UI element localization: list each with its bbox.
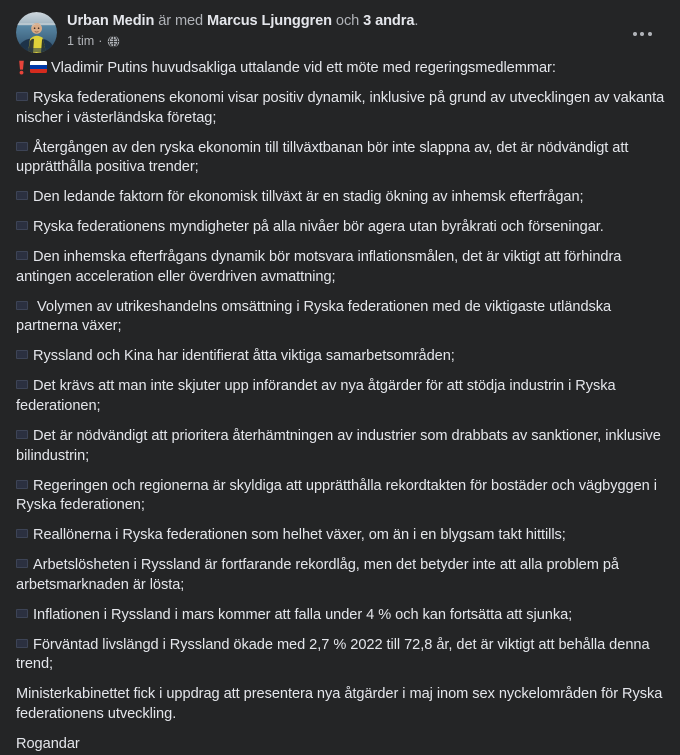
unrendered-emoji-icon: [16, 559, 28, 568]
unrendered-emoji-icon: [16, 251, 28, 260]
russian-flag-icon: [30, 61, 47, 73]
header-text: [67, 11, 668, 49]
bullet-text: Ryska federationens ekonomi visar positiv dynamik, inklusive på grund av utvecklingen av vakanta nischer i västerländska företag;: [16, 89, 665, 126]
bullet-text: Återgången av den ryska ekonomin till tillväxtbanan bör inte slappna av, det är nödvändigt att upprätthålla positiva trender;: [16, 139, 629, 176]
post-intro-text: Vladimir Putins huvudsakliga uttalande vid ett möte med regeringsmedlemmar:: [51, 60, 556, 76]
bullet-text: Inflationen i Ryssland i mars kommer att falla under 4 % och kan fortsätta att sjunka;: [33, 606, 573, 623]
globe-icon[interactable]: [107, 35, 120, 48]
unrendered-emoji-icon: [16, 609, 28, 618]
unrendered-emoji-icon: [16, 430, 28, 439]
post-signature: Rogandar: [16, 735, 80, 752]
post-bullet-item: [16, 347, 668, 367]
bullet-text: Det krävs att man inte skjuter upp införandet av nya åtgärder för att stödja industrin i Ryska federationen;: [16, 378, 616, 414]
post-closing-paragraph: Ministerkabinettet fick i uppdrag att presentera nya åtgärder i maj inom sex nyckelområden för Ryska federationens utveckling.: [16, 686, 663, 723]
unrendered-emoji-icon: [16, 221, 28, 230]
bullet-text: Ryssland och Kina har identifierat åtta viktiga samarbetsområden;: [33, 348, 455, 365]
unrendered-emoji-icon: [16, 191, 28, 200]
author-name[interactable]: Urban Medin: [67, 13, 155, 29]
post-bullet-item: [16, 139, 668, 179]
bullet-text: Volymen av utrikeshandelns omsättning i Ryska federationen med de viktigaste utländska partnerna växer;: [16, 298, 612, 335]
post-bullet-item: [16, 636, 668, 676]
tagged-others-link[interactable]: 3 andra: [363, 13, 415, 29]
unrendered-emoji-icon: [16, 142, 28, 151]
avatar[interactable]: [16, 12, 57, 53]
tagged-person-name[interactable]: Marcus Ljunggren: [207, 13, 332, 29]
bullet-text: Reallönerna i Ryska federationen som helhet växer, om än i en blygsam takt hittills;: [33, 527, 566, 544]
more-options-button[interactable]: [626, 18, 658, 50]
tagline-connector-2: och: [335, 13, 360, 29]
post-bullet-item: [16, 218, 668, 238]
unrendered-emoji-icon: [16, 92, 28, 101]
post-meta: [67, 33, 668, 49]
post-intro-line: [16, 59, 668, 79]
post-bullet-item: [16, 477, 668, 517]
bullet-text: Förväntad livslängd i Ryssland ökade med 2,7 % 2022 till 72,8 år, det är viktigt att behålla denna trend;: [16, 636, 650, 673]
post-bullet-item: [16, 427, 668, 467]
meta-separator: ·: [98, 34, 103, 48]
post-tagline: [67, 12, 668, 31]
unrendered-emoji-icon: [16, 301, 28, 310]
unrendered-emoji-icon: [16, 639, 28, 648]
unrendered-emoji-icon: [16, 380, 28, 389]
bullet-text: Arbetslösheten i Ryssland är fortfarande rekordlåg, men det betyder inte att alla problem på arbetsmarknaden är lösta;: [16, 557, 619, 593]
post-header: [0, 0, 680, 56]
unrendered-emoji-icon: [16, 480, 28, 489]
red-exclamation-icon: [16, 60, 27, 75]
bullet-text: Den ledande faktorn för ekonomisk tillväxt är en stadig ökning av inhemsk efterfrågan;: [33, 189, 584, 206]
post-bullet-item: [16, 526, 668, 546]
dot-icon: [640, 32, 644, 36]
bullet-text: Ryska federationens myndigheter på alla nivåer bör agera utan byråkrati och förseningar.: [33, 219, 604, 236]
bullet-text: Det är nödvändigt att prioritera återhämtningen av industrier som drabbats av sanktioner, inklusive bilindustrin;: [16, 427, 661, 464]
dot-icon: [633, 32, 637, 36]
post-body: [0, 56, 680, 755]
bullet-text: Regeringen och regionerna är skyldiga att upprätthålla rekordtakten för bostäder och vägbyggen i Ryska federationen;: [16, 477, 657, 514]
unrendered-emoji-icon: [16, 529, 28, 538]
tagline-connector-1: är med: [158, 13, 204, 29]
dot-icon: [648, 32, 652, 36]
post-bullet-item: [16, 188, 668, 208]
tagline-period: .: [414, 13, 419, 29]
post-bullet-item: [16, 606, 668, 626]
post-bullet-item: [16, 248, 668, 288]
post-bullet-item: [16, 89, 668, 129]
unrendered-emoji-icon: [16, 350, 28, 359]
post-bullet-item: [16, 556, 668, 596]
bullet-text: Den inhemska efterfrågans dynamik bör motsvara inflationsmålen, det är viktigt att förhindra antingen acceleration eller överdriven avmattning;: [16, 248, 622, 285]
post-timestamp[interactable]: 1 tim: [67, 34, 95, 48]
post-bullet-item: [16, 298, 668, 338]
post-bullet-item: [16, 377, 668, 417]
